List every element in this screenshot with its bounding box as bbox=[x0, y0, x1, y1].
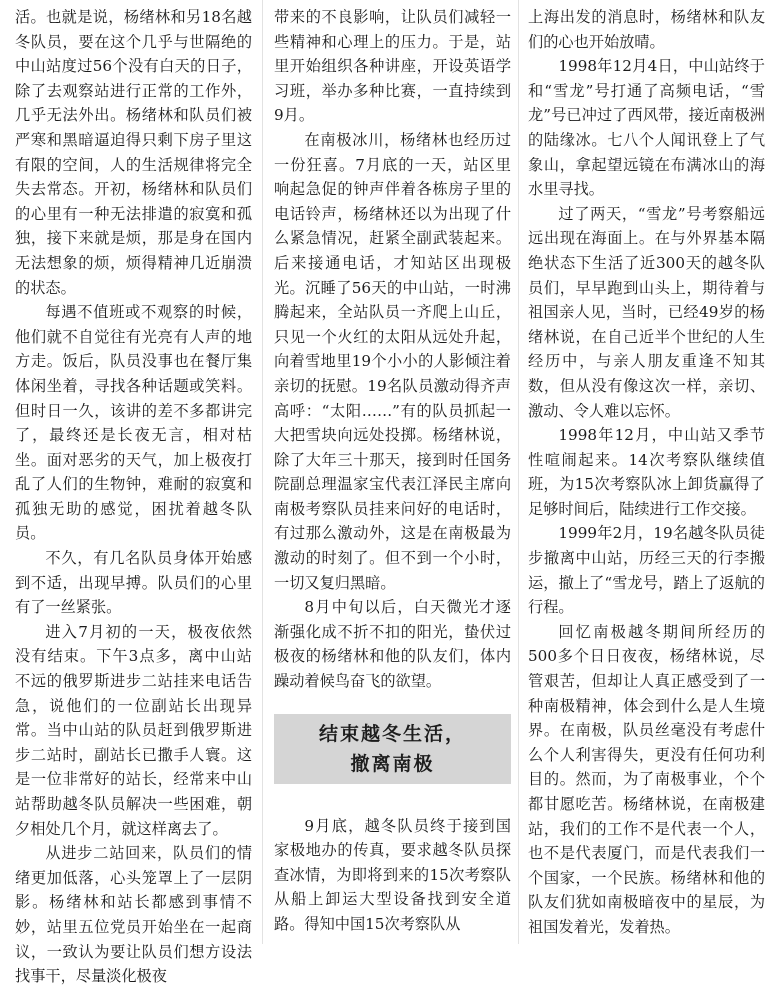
text-column-1 bbox=[15, 5, 252, 989]
paragraph: 9月底，越冬队员终于接到国家极地办的传真，要求越冬队员探查冰情，为即将到来的15次考察队从船上卸运大型设备找到安全道路。得知中国15次考察队从 bbox=[274, 816, 511, 933]
section-heading bbox=[274, 714, 511, 784]
paragraph: 8月中旬以后，白天微光才逐渐强化成不折不扣的阳光，蛰伏过极夜的杨绪林和他的队友们，体内躁动着候鸟奋飞的欲望。 bbox=[274, 598, 511, 691]
paragraph: 过了两天，“雪龙”号考察船远远出现在海面上。在与外界基本隔绝状态下生活了近300天的越冬队员们，早早跑到山头上，期待着与祖国亲人见，当时，已经49岁的杨绪林说，在自己近半个世纪的人生经历中，与亲人朋友重逢不知其数，但从没有像这次一样，亲切、激动、令人难以忘怀。 bbox=[528, 204, 765, 420]
section-heading-line-1: 结束越冬生活， bbox=[318, 722, 466, 745]
paragraph: 进入7月初的一天，极夜依然没有结束。下午3点多，离中山站不远的俄罗斯进步二站挂来电话告急，说他们的一位副站长出现异常。当中山站的队员赶到俄罗斯进步二站时，副站长已撒手人寰。这是一位非常好的站长，经常来中山站帮助越冬队员解决一些困难，朝夕相处几个月，就这样离去了。 bbox=[15, 622, 252, 838]
paragraph: 1999年2月，19名越冬队员徒步撤离中山站，历经三天的行李搬运，撤上了“雪龙号，踏上了返航的行程。 bbox=[528, 524, 765, 617]
paragraph: 带来的不良影响，让队员们减轻一些精神和心理上的压力。于是，站里开始组织各种讲座，开设英语学习班，举办多种比赛，一直持续到9月。 bbox=[274, 8, 511, 125]
paragraph: 1998年12月，中山站又季节性喧闹起来。14次考察队继续值班，为15次考察队冰上卸货赢得了足够时间后，陆续进行工作交接。 bbox=[528, 426, 765, 518]
text-column-3 bbox=[528, 5, 765, 940]
column-divider bbox=[262, 0, 263, 944]
paragraph: 在南极冰川，杨绪林也经历过一份狂喜。7月底的一天，站区里响起急促的钟声伴着各栋房子里的电话铃声，杨绪林还以为出现了什么紧急情况，赶紧全副武装起来。后来接通电话，才知站区出现极光。沉睡了56天的中山站，一时沸腾起来，全站队员一齐爬上山丘，只见一个火红的太阳从远处升起，向着雪地里19个小小的人影倾注着亲切的抚慰。19名队员激动得齐声高呼：“太阳……”有的队员抓起一大把雪块向远处投掷。杨绪林说，除了大年三十那天，接到时任国务院副总理温家宝代表江泽民主席向南极考察队员挂来问好的电话时，有过那么激动外，这是在南极最为激动的时刻了。但不到一个小时，一切又复归黑暗。 bbox=[274, 130, 511, 592]
paragraph: 1998年12月4日，中山站终于和“雪龙”号打通了高频电话，“雪龙”号已冲过了西风带，接近南极洲的陆缘冰。七八个人闻讯登上了气象山，拿起望远镜在布满冰山的海水里寻找。 bbox=[528, 57, 765, 199]
paragraph: 活。也就是说，杨绪林和另18名越冬队员，要在这个几乎与世隔绝的中山站度过56个没有白天的日子，除了去观察站进行正常的工作外，几乎无法外出。杨绪林和队员们被严寒和黑暗逼迫得只剩下房子里这有限的空间，人的生活规律将完全失去常态。开初，杨绪林和队员们的心里有一种无法排遣的寂寞和孤独，接下来就是烦，那是身在国内无法想象的烦，烦得精神几近崩溃的状态。 bbox=[15, 8, 252, 297]
paragraph: 每遇不值班或不观察的时候，他们就不自觉往有光亮有人声的地方走。饭后，队员没事也在餐厅集体闲坐着，寻找各种话题或笑料。但时日一久，该讲的差不多都讲完了，最终还是长夜无言，相对枯坐。面对恶劣的天气，加上极夜打乱了人们的生物钟，难耐的寂寞和孤独无助的感觉，困扰着越冬队员。 bbox=[15, 303, 252, 543]
text-column-2 bbox=[274, 5, 511, 937]
paragraph: 回忆南极越冬期间所经历的500多个日日夜夜，杨绪林说，尽管艰苦，但却让人真正感受到了一种南极精神，体会到什么是人生境界。在南极，队员丝毫没有考虑什么个人利害得失，更没有任何功利目的。然而，为了南极事业，个个都甘愿吃苦。杨绪林说，在南极建站，我们的工作不是代表一个人，也不是代表厦门，而是代表我们一个国家，一个民族。杨绪林和他的队友们犹如南极暗夜中的星辰，为祖国发着光，发着热。 bbox=[528, 622, 765, 936]
column-divider bbox=[518, 0, 519, 944]
paragraph: 从进步二站回来，队员们的情绪更加低落，心头笼罩上了一层阴影。杨绪林和站长都感到事情不妙，站里五位党员开始坐在一起商议，一致认为要让队员们想方设法找事干，尽量淡化极夜 bbox=[15, 844, 252, 986]
section-heading-line-2: 撤离南极 bbox=[350, 752, 435, 775]
paragraph: 上海出发的消息时，杨绪林和队友们的心也开始放晴。 bbox=[528, 8, 765, 51]
paragraph: 不久，有几名队员身体开始感到不适，出现早搏。队员们的心里有了一丝紧张。 bbox=[15, 549, 252, 617]
